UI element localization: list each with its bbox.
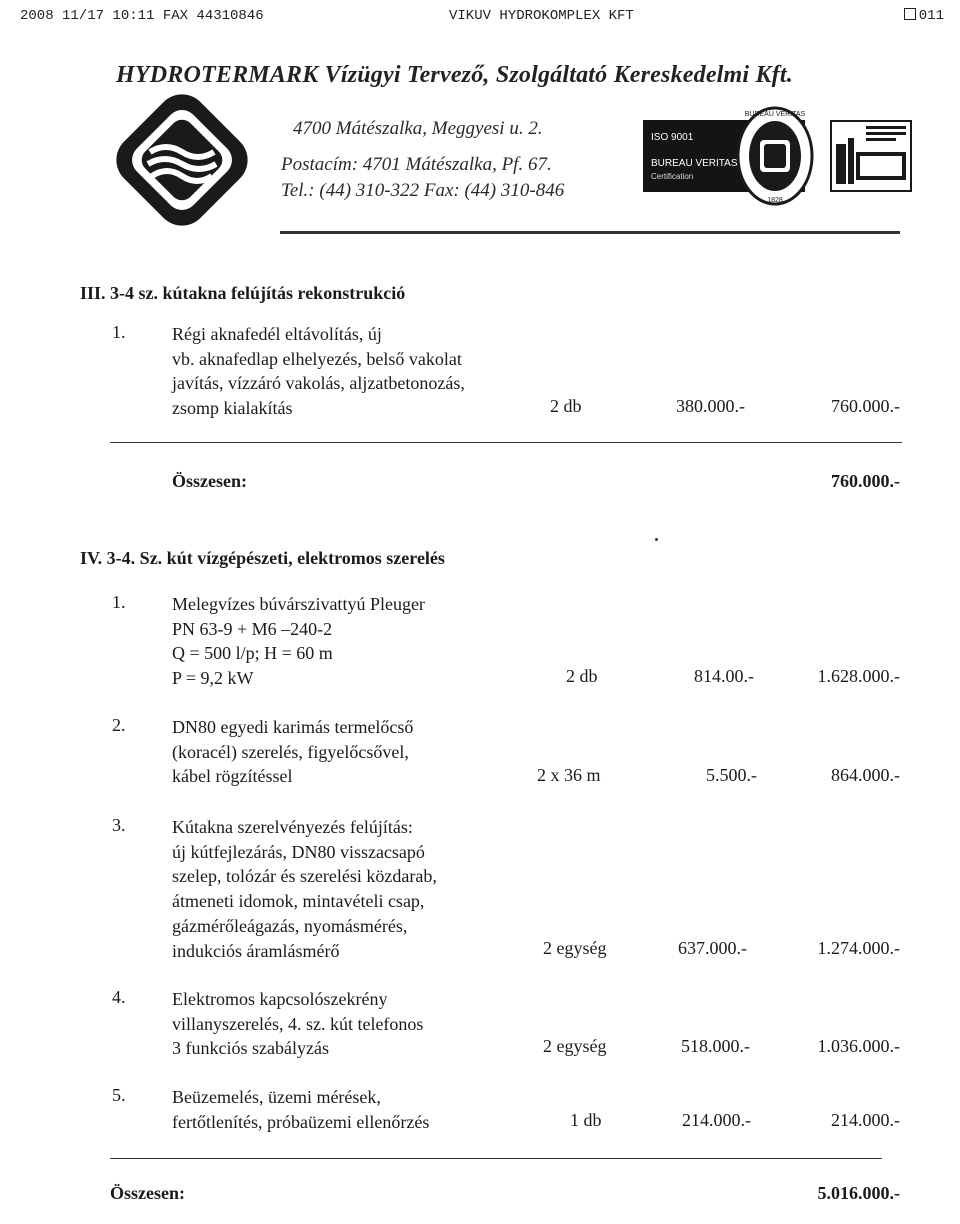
speck — [655, 538, 658, 541]
description-line: fertőtlenítés, próbaüzemi ellenőrzés — [172, 1111, 430, 1132]
checkbox-icon — [904, 8, 916, 20]
description-line: indukciós áramlásmérő — [172, 940, 340, 961]
letterhead-divider — [280, 231, 900, 234]
item-quantity: 2 egység — [543, 1036, 607, 1056]
sum-divider — [110, 442, 902, 443]
company-logo-icon — [112, 90, 252, 230]
section-iv-item-description — [172, 715, 413, 789]
section-iv-sum-label: Összesen: — [110, 1183, 185, 1203]
iso-certifier: BUREAU VERITAS — [651, 158, 738, 169]
section-iv-item-number: 3. — [112, 815, 126, 835]
company-name: HYDROTERMARK Vízügyi Tervező, Szolgáltató Kereskedelmi Kft. — [116, 62, 793, 88]
description-line: vb. aknafedlap elhelyezés, belső vakolat — [172, 348, 462, 369]
description-line: szelep, tolózár és szerelési közdarab, — [172, 866, 437, 887]
description-line: Kútakna szerelvényezés felújítás: — [172, 817, 413, 837]
fax-header — [14, 6, 946, 28]
item-unit-price: 637.000.- — [678, 938, 747, 958]
description-line: Beüzemelés, üzemi mérések, — [172, 1087, 381, 1107]
seal-text: BUREAU VERITAS — [744, 111, 806, 118]
item-total: 1.274.000.- — [817, 938, 900, 958]
iso-certification-label: Certification — [651, 172, 694, 181]
description-line: javítás, vízzáró vakolás, aljzatbetonozás, — [172, 373, 465, 394]
description-line: Q = 500 l/p; H = 60 m — [172, 643, 333, 664]
description-line: zsomp kialakítás — [172, 398, 293, 419]
section-iv-item-description — [172, 815, 437, 963]
item-unit-price: 814.00.- — [694, 666, 754, 686]
section-iii-item-description — [172, 322, 465, 421]
accreditation-logo-icon — [830, 120, 912, 192]
description-line: átmeneti idomok, mintavételi csap, — [172, 891, 425, 912]
description-line: 3 funkciós szabályzás — [172, 1038, 329, 1059]
item-unit-price: 518.000.- — [681, 1036, 750, 1056]
item-quantity: 2 x 36 m — [537, 765, 601, 785]
item-quantity: 2 egység — [543, 938, 607, 958]
description-line: PN 63-9 + M6 –240-2 — [172, 618, 333, 639]
section-iv-title: IV. 3-4. Sz. kút vízgépészeti, elektromos szerelés — [80, 548, 445, 568]
fax-timestamp-number: 2008 11/17 10:11 FAX 44310846 — [20, 8, 264, 24]
address-line: 4700 Mátészalka, Meggyesi u. 2. — [293, 118, 543, 139]
section-iv-item-description — [172, 592, 425, 691]
fax-sender-name: VIKUV HYDROKOMPLEX KFT — [449, 8, 634, 24]
item-quantity: 2 db — [566, 666, 598, 686]
item-total: 864.000.- — [831, 765, 900, 785]
description-line: kábel rögzítéssel — [172, 766, 293, 787]
description-line: gázmérőleágazás, nyomásmérés, — [172, 915, 408, 936]
description-line: villanyszerelés, 4. sz. kút telefonos — [172, 1013, 424, 1034]
item-total: 760.000.- — [831, 396, 900, 416]
item-total: 1.628.000.- — [817, 666, 900, 686]
postal-address-line: Postacím: 4701 Mátészalka, Pf. 67. — [281, 154, 552, 175]
section-iii-title: III. 3-4 sz. kútakna felújítás rekonstrukció — [80, 283, 406, 303]
description-line: Régi aknafedél eltávolítás, új — [172, 324, 382, 344]
iso-standard: ISO 9001 — [651, 132, 694, 143]
fax-page-label: 011 — [918, 8, 944, 24]
description-line: új kútfejlezárás, DN80 visszacsapó — [172, 841, 425, 862]
section-iv-item-number: 5. — [112, 1085, 126, 1105]
section-iv-item-number: 2. — [112, 715, 126, 735]
phone-fax-line: Tel.: (44) 310-322 Fax: (44) 310-846 — [281, 180, 565, 201]
item-unit-price: 214.000.- — [682, 1110, 751, 1130]
description-line: Elektromos kapcsolószekrény — [172, 989, 388, 1009]
item-quantity: 2 db — [550, 396, 582, 416]
section-iv-sum-value: 5.016.000.- — [817, 1183, 900, 1203]
section-iii-sum-label: Összesen: — [172, 471, 247, 491]
section-iv-item-number: 4. — [112, 987, 126, 1007]
item-quantity: 1 db — [570, 1110, 602, 1130]
section-iv-item-description — [172, 1085, 429, 1134]
section-iv-item-description — [172, 987, 423, 1061]
item-total: 214.000.- — [831, 1110, 900, 1130]
section-iii-sum-value: 760.000.- — [831, 471, 900, 491]
bureau-veritas-seal-icon — [736, 106, 814, 206]
item-unit-price: 5.500.- — [706, 765, 757, 785]
section-iii-item-number: 1. — [112, 322, 126, 342]
description-line: DN80 egyedi karimás termelőcső — [172, 717, 414, 737]
sum-divider — [110, 1158, 882, 1159]
fax-page-number — [904, 8, 944, 24]
description-line: Melegvízes búvárszivattyú Pleuger — [172, 594, 425, 614]
section-iv-item-number: 1. — [112, 592, 126, 612]
seal-year: 1828 — [767, 197, 783, 204]
item-unit-price: 380.000.- — [676, 396, 745, 416]
description-line: P = 9,2 kW — [172, 668, 254, 689]
item-total: 1.036.000.- — [817, 1036, 900, 1056]
description-line: (koracél) szerelés, figyelőcsővel, — [172, 741, 409, 762]
